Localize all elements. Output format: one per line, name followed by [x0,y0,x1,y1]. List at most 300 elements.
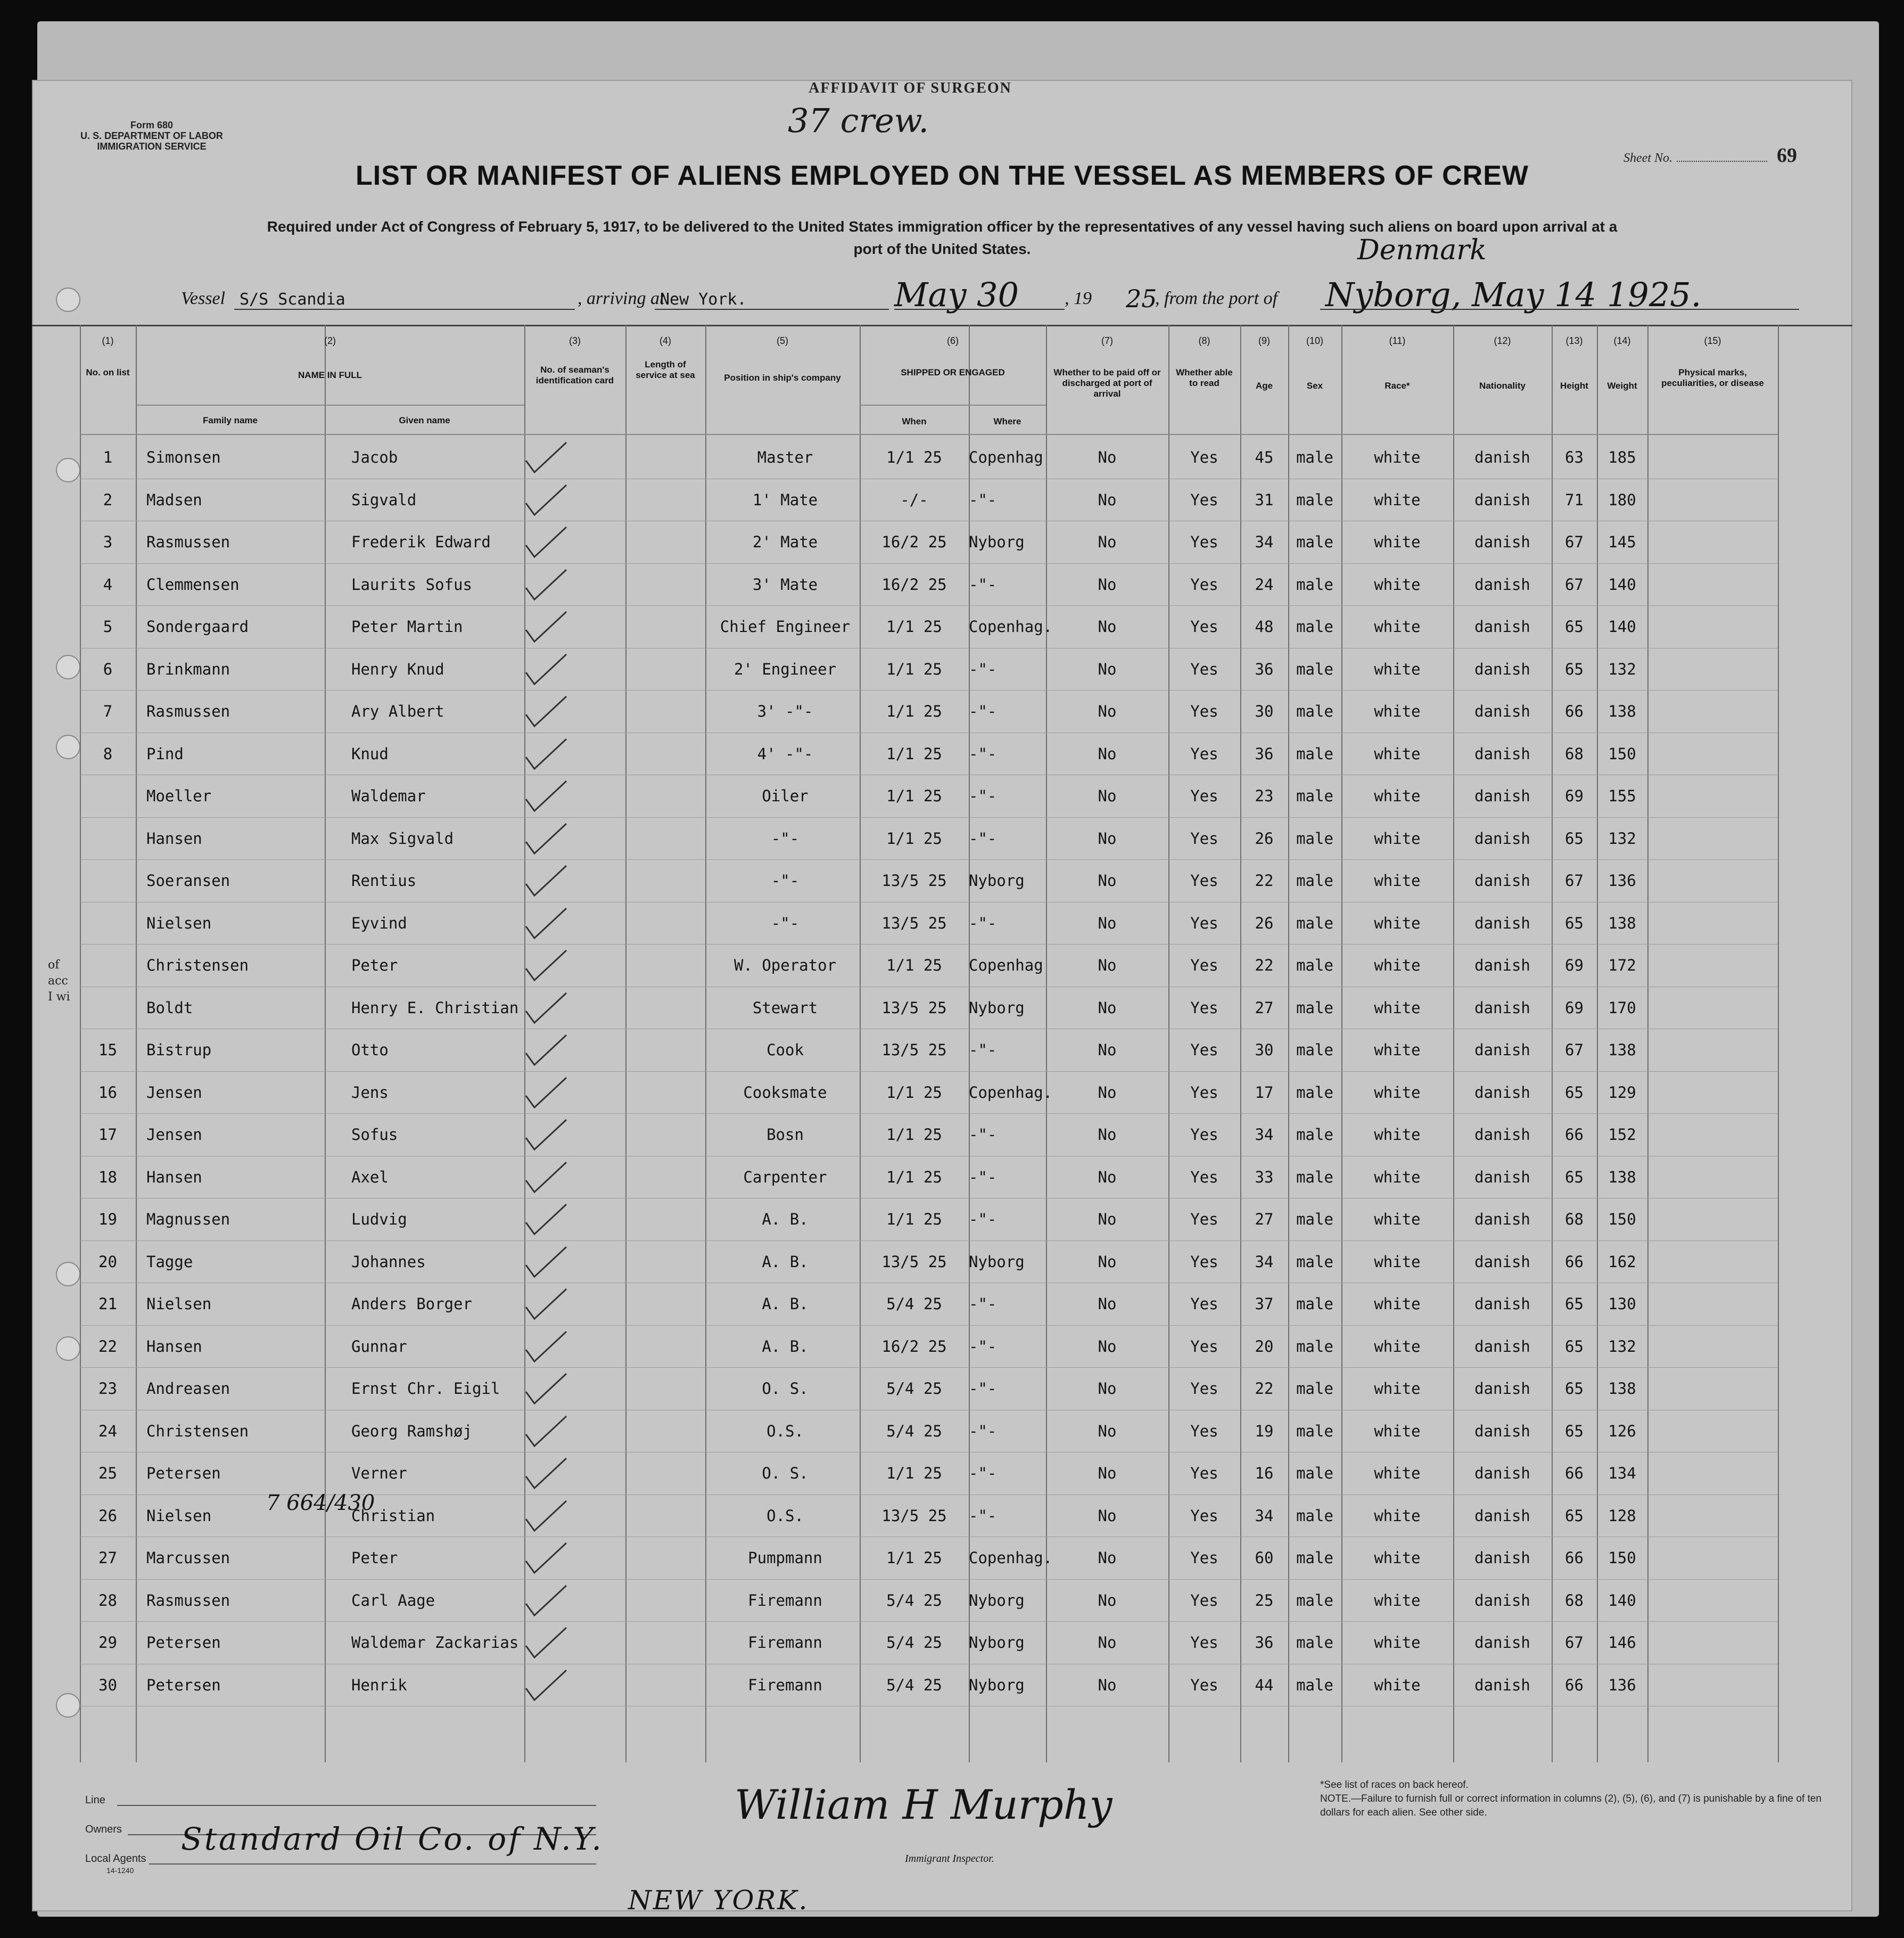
nationality-cell: danish [1474,1379,1530,1398]
given-name-cell: Peter [351,956,398,974]
age-cell: 31 [1255,490,1274,509]
able-to-read-cell: Yes [1190,1464,1218,1482]
paid-off-cell: No [1098,1464,1117,1482]
shipped-where-cell: -"- [969,829,997,848]
shipped-where-cell: Nyborg [969,533,1025,551]
position-cell: 3' Mate [752,575,818,594]
able-to-read-cell: Yes [1190,787,1218,805]
height-cell: 68 [1565,744,1584,763]
table-row [80,1368,1778,1410]
age-cell: 26 [1255,829,1274,848]
family-name-cell: Jensen [146,1126,202,1144]
paid-off-cell: No [1098,1168,1117,1186]
race-cell: white [1374,872,1421,890]
checkmark-icon [522,609,570,646]
given-name-cell: Henrik [351,1676,407,1694]
family-name-cell: Brinkmann [146,660,230,678]
subtitle-line-2: port of the United States. [853,241,1031,257]
age-cell: 22 [1255,872,1274,890]
height-cell: 65 [1565,829,1584,848]
nationality-cell: danish [1474,1464,1530,1482]
header-sex: Sex [1306,381,1323,391]
family-name-cell: Petersen [146,1676,221,1694]
weight-cell: 150 [1608,1549,1636,1567]
table-row [80,1537,1778,1580]
paid-off-cell: No [1098,575,1117,594]
height-cell: 65 [1565,1422,1584,1440]
col-number-10: (10) [1306,335,1323,346]
row-number-cell: 25 [98,1464,117,1482]
family-name-cell: Jensen [146,1083,202,1102]
age-cell: 20 [1255,1337,1274,1356]
sex-cell: male [1296,660,1333,678]
height-cell: 65 [1565,1295,1584,1313]
shipped-where-cell: -"- [969,702,997,720]
given-name-cell: Jens [351,1083,389,1102]
position-cell: Firemann [748,1633,822,1652]
shipped-when-cell: 1/1 25 [886,660,942,678]
position-cell: Chief Engineer [720,618,851,636]
shipped-when-cell: 1/1 25 [886,1464,942,1482]
race-cell: white [1374,533,1421,551]
nationality-cell: danish [1474,787,1530,805]
checkmark-icon [522,1624,570,1662]
nationality-cell: danish [1474,1252,1530,1271]
race-cell: white [1374,448,1421,466]
paid-off-cell: No [1098,1676,1117,1694]
sex-cell: male [1296,1549,1333,1567]
weight-cell: 130 [1608,1295,1636,1313]
margin-text: acc [48,974,68,988]
family-name-cell: Pind [146,744,184,763]
nationality-cell: danish [1474,660,1530,678]
shipped-where-cell: Nyborg [969,1252,1025,1271]
row-number-cell: 21 [98,1295,117,1313]
shipped-where-cell: -"- [969,1041,997,1059]
row-number-cell: 2 [103,490,113,509]
position-cell: 1' Mate [752,490,818,509]
table-row [80,987,1778,1030]
shipped-when-cell: -/- [900,490,928,509]
col-number-12: (12) [1494,335,1511,346]
height-cell: 67 [1565,1633,1584,1652]
weight-cell: 136 [1608,872,1636,890]
sex-cell: male [1296,914,1333,932]
table-row [80,1326,1778,1368]
able-to-read-cell: Yes [1190,660,1218,678]
weight-cell: 152 [1608,1126,1636,1144]
given-name-cell: Waldemar [351,787,426,805]
paid-off-cell: No [1098,872,1117,890]
weight-cell: 136 [1608,1676,1636,1694]
height-cell: 65 [1565,1168,1584,1186]
race-cell: white [1374,1506,1421,1525]
given-name-cell: Max Sigvald [351,829,454,848]
paid-off-cell: No [1098,914,1117,932]
family-name-cell: Petersen [146,1633,221,1652]
form-code: 14-1240 [106,1866,134,1875]
paid-off-cell: No [1098,998,1117,1017]
given-name-cell: Axel [351,1168,389,1186]
checkmark-icon [522,651,570,688]
position-cell: Firemann [748,1676,822,1694]
shipped-when-cell: 16/2 25 [881,533,947,551]
age-cell: 26 [1255,914,1274,932]
checkmark-icon [522,1582,570,1620]
weight-cell: 145 [1608,533,1636,551]
race-cell: white [1374,660,1421,678]
nationality-cell: danish [1474,1083,1530,1102]
family-name-cell: Madsen [146,490,202,509]
able-to-read-cell: Yes [1190,1210,1218,1228]
position-cell: -"- [771,914,799,932]
nationality-cell: danish [1474,872,1530,890]
from-port-label: , from the port of [1155,289,1278,308]
inspector-signature: William H Murphy [735,1781,1112,1828]
header-shipped: SHIPPED OR ENGAGED [901,367,1005,377]
family-name-cell: Rasmussen [146,702,230,720]
shipped-where-cell: Copenhag. [969,618,1053,636]
paid-off-cell: No [1098,1633,1117,1652]
row-number-cell: 16 [98,1083,117,1102]
family-name-cell: Christensen [146,1422,249,1440]
sheet-number-value: 69 [1776,144,1797,167]
col-number-2: (2) [324,335,336,346]
col-number-4: (4) [660,335,671,346]
shipped-where-cell: -"- [969,490,997,509]
nationality-cell: danish [1474,618,1530,636]
row-number-cell: 29 [98,1633,117,1652]
country-handwritten: Denmark [1357,234,1487,266]
weight-cell: 146 [1608,1633,1636,1652]
paid-off-cell: No [1098,1422,1117,1440]
able-to-read-cell: Yes [1190,1379,1218,1398]
header-name-in-full: NAME IN FULL [298,370,362,380]
table-row [80,775,1778,818]
weight-cell: 126 [1608,1422,1636,1440]
race-cell: white [1374,998,1421,1017]
shipped-when-cell: 1/1 25 [886,787,942,805]
checkmark-icon [522,1159,570,1196]
sex-cell: male [1296,1252,1333,1271]
position-cell: Carpenter [743,1168,827,1186]
checkmark-icon [522,1116,570,1154]
weight-cell: 180 [1608,490,1636,509]
sex-cell: male [1296,1168,1333,1186]
subtitle-line-1: Required under Act of Congress of February 5, 1917, to be delivered to the United States immigration officer by the representatives of any vessel having such aliens on board upon arrival at a [267,218,1618,235]
nationality-cell: danish [1474,744,1530,763]
family-name-cell: Rasmussen [146,533,230,551]
race-cell: white [1374,1126,1421,1144]
crew-count-note: 37 crew. [788,101,929,140]
manifest-table [80,325,1778,1762]
sex-cell: male [1296,787,1333,805]
position-cell: A. B. [762,1337,809,1356]
row-number-cell: 6 [103,660,113,678]
row-number-cell: 19 [98,1210,117,1228]
table-row [80,521,1778,564]
sex-cell: male [1296,1295,1333,1313]
punch-hole [56,655,80,679]
row-number-cell: 24 [98,1422,117,1440]
height-cell: 66 [1565,1549,1584,1567]
race-cell: white [1374,1252,1421,1271]
height-cell: 66 [1565,1126,1584,1144]
shipped-when-cell: 1/1 25 [886,829,942,848]
given-name-cell: Eyvind [351,914,407,932]
paid-off-cell: No [1098,490,1117,509]
paid-off-cell: No [1098,1506,1117,1525]
shipped-when-cell: 1/1 25 [886,1168,942,1186]
nationality-cell: danish [1474,1337,1530,1356]
shipped-when-cell: 13/5 25 [881,998,947,1017]
given-name-cell: Sofus [351,1126,398,1144]
able-to-read-cell: Yes [1190,1126,1218,1144]
given-name-cell: Johannes [351,1252,426,1271]
height-cell: 71 [1565,490,1584,509]
weight-cell: 140 [1608,1591,1636,1609]
col-number-15: (15) [1704,335,1721,346]
paid-off-cell: No [1098,1337,1117,1356]
able-to-read-cell: Yes [1190,1295,1218,1313]
shipped-when-cell: 1/1 25 [886,618,942,636]
given-name-cell: Henry E. Christian [351,998,519,1017]
height-cell: 65 [1565,1083,1584,1102]
table-row [80,479,1778,522]
paid-off-cell: No [1098,1549,1117,1567]
nationality-cell: danish [1474,702,1530,720]
sex-cell: male [1296,702,1333,720]
table-row [80,733,1778,776]
weight-cell: 132 [1608,1337,1636,1356]
family-name-cell: Boldt [146,998,193,1017]
nationality-cell: danish [1474,956,1530,974]
height-cell: 65 [1565,1379,1584,1398]
form-number: Form 680 [130,120,174,130]
able-to-read-cell: Yes [1190,1083,1218,1102]
row-number-cell: 1 [103,448,113,466]
able-to-read-cell: Yes [1190,575,1218,594]
race-cell: white [1374,1337,1421,1356]
paid-off-cell: No [1098,1379,1117,1398]
position-cell: 4' -"- [757,744,813,763]
age-cell: 34 [1255,1126,1274,1144]
punch-hole [56,735,80,759]
weight-cell: 138 [1608,1168,1636,1186]
col-number-8: (8) [1198,335,1210,346]
paid-off-cell: No [1098,533,1117,551]
weight-cell: 140 [1608,618,1636,636]
age-cell: 22 [1255,1379,1274,1398]
shipped-where-cell: Nyborg [969,998,1025,1017]
able-to-read-cell: Yes [1190,1422,1218,1440]
sex-cell: male [1296,1506,1333,1525]
checkmark-icon [522,1667,570,1704]
position-cell: O.S. [766,1506,804,1525]
punch-hole [56,288,80,312]
footnotes [1320,1778,1826,1820]
position-cell: A. B. [762,1210,809,1228]
shipped-when-cell: 5/4 25 [886,1633,942,1652]
checkmark-icon [522,778,570,815]
table-row [80,860,1778,902]
age-cell: 34 [1255,1252,1274,1271]
family-name-cell: Bistrup [146,1041,212,1059]
race-cell: white [1374,1633,1421,1652]
checkmark-icon [522,1540,570,1577]
nationality-cell: danish [1474,1633,1530,1652]
able-to-read-cell: Yes [1190,1633,1218,1652]
page-subtitle [75,216,1810,260]
col-number-5: (5) [777,335,788,346]
age-cell: 24 [1255,575,1274,594]
table-row [80,1072,1778,1114]
race-cell: white [1374,702,1421,720]
paid-off-cell: No [1098,787,1117,805]
height-cell: 65 [1565,1506,1584,1525]
nationality-cell: danish [1474,1549,1530,1567]
table-row [80,1664,1778,1707]
shipped-where-cell: -"- [969,1126,997,1144]
shipped-when-cell: 5/4 25 [886,1295,942,1313]
weight-cell: 150 [1608,1210,1636,1228]
weight-cell: 138 [1608,1379,1636,1398]
age-cell: 23 [1255,787,1274,805]
height-cell: 65 [1565,618,1584,636]
shipped-when-cell: 1/1 25 [886,956,942,974]
height-cell: 65 [1565,660,1584,678]
checkmark-icon [522,863,570,900]
checkmark-icon [522,820,570,858]
table-row [80,1241,1778,1284]
race-cell: white [1374,1422,1421,1440]
able-to-read-cell: Yes [1190,872,1218,890]
able-to-read-cell: Yes [1190,1591,1218,1609]
sex-cell: male [1296,575,1333,594]
age-cell: 45 [1255,448,1274,466]
shipped-when-cell: 16/2 25 [881,1337,947,1356]
departure-port: Nyborg, May 14 1925. [1325,275,1702,314]
weight-cell: 132 [1608,829,1636,848]
age-cell: 17 [1255,1083,1274,1102]
shipped-where-cell: -"- [969,1168,997,1186]
sex-cell: male [1296,872,1333,890]
shipped-where-cell: -"- [969,1422,997,1440]
checkmark-icon [522,1370,570,1408]
race-cell: white [1374,618,1421,636]
family-name-cell: Tagge [146,1252,193,1271]
shipped-where-cell: -"- [969,575,997,594]
nationality-cell: danish [1474,490,1530,509]
shipped-when-cell: 1/1 25 [886,1083,942,1102]
paid-off-cell: No [1098,1083,1117,1102]
paid-off-cell: No [1098,618,1117,636]
given-name-cell: Henry Knud [351,660,444,678]
position-cell: Firemann [748,1591,822,1609]
age-cell: 36 [1255,660,1274,678]
table-row [80,648,1778,691]
checkmark-icon [522,1201,570,1238]
line-label: Line [85,1794,105,1806]
able-to-read-cell: Yes [1190,744,1218,763]
position-cell: W. Operator [733,956,837,974]
sex-cell: male [1296,1379,1333,1398]
department-name: U. S. DEPARTMENT OF LABOR [80,130,223,141]
race-cell: white [1374,1591,1421,1609]
nationality-cell: danish [1474,1506,1530,1525]
given-name-cell: Waldemar Zackarias [351,1633,519,1652]
weight-cell: 172 [1608,956,1636,974]
position-cell: 2' Mate [752,533,818,551]
given-name-cell: Peter [351,1549,398,1567]
checkmark-icon [522,693,570,730]
family-name-cell: Magnussen [146,1210,230,1228]
arriving-label: , arriving at [578,289,665,308]
service-name: IMMIGRATION SERVICE [97,141,207,152]
given-name-cell: Sigvald [351,490,417,509]
shipped-when-cell: 1/1 25 [886,1126,942,1144]
header-family-name: Family name [203,415,258,425]
page-title: LIST OR MANIFEST OF ALIENS EMPLOYED ON THE VESSEL AS MEMBERS OF CREW [356,160,1529,191]
margin-text: of [48,958,60,972]
checkmark-icon [522,736,570,773]
table-row [80,902,1778,945]
row-number-cell: 18 [98,1168,117,1186]
row-number-cell: 5 [103,618,113,636]
age-cell: 33 [1255,1168,1274,1186]
nationality-cell: danish [1474,533,1530,551]
checkmark-icon [522,1498,570,1535]
nationality-cell: danish [1474,1422,1530,1440]
weight-cell: 162 [1608,1252,1636,1271]
row-number-cell: 23 [98,1379,117,1398]
punch-hole [56,1336,80,1361]
shipped-where-cell: Nyborg [969,1633,1025,1652]
weight-cell: 138 [1608,1041,1636,1059]
given-name-cell: Christian [351,1506,435,1525]
able-to-read-cell: Yes [1190,956,1218,974]
owner-handwritten: Standard Oil Co. of N.Y. [181,1821,604,1857]
shipped-where-cell: -"- [969,1210,997,1228]
shipped-where-cell: Nyborg [969,1676,1025,1694]
header-length-service: Length of service at sea [636,359,695,380]
header-height: Height [1560,381,1588,391]
able-to-read-cell: Yes [1190,490,1218,509]
race-cell: white [1374,1676,1421,1694]
weight-cell: 138 [1608,702,1636,720]
paid-off-cell: No [1098,1591,1117,1609]
family-name-cell: Nielsen [146,914,212,932]
table-row [80,1622,1778,1664]
weight-cell: 185 [1608,448,1636,466]
able-to-read-cell: Yes [1190,1337,1218,1356]
nationality-cell: danish [1474,1210,1530,1228]
shipped-when-cell: 5/4 25 [886,1422,942,1440]
row-number-cell: 22 [98,1337,117,1356]
position-cell: A. B. [762,1295,809,1313]
shipped-when-cell: 1/1 25 [886,1210,942,1228]
weight-cell: 132 [1608,660,1636,678]
height-cell: 69 [1565,956,1584,974]
race-cell: white [1374,787,1421,805]
given-name-cell: Gunnar [351,1337,407,1356]
header-physical: Physical marks, peculiarities, or disease [1661,367,1764,388]
shipped-when-cell: 13/5 25 [881,1252,947,1271]
age-cell: 37 [1255,1295,1274,1313]
vessel-line [181,277,1799,314]
arrival-year: 25 [1126,284,1157,313]
family-name-cell: Soeransen [146,872,230,890]
